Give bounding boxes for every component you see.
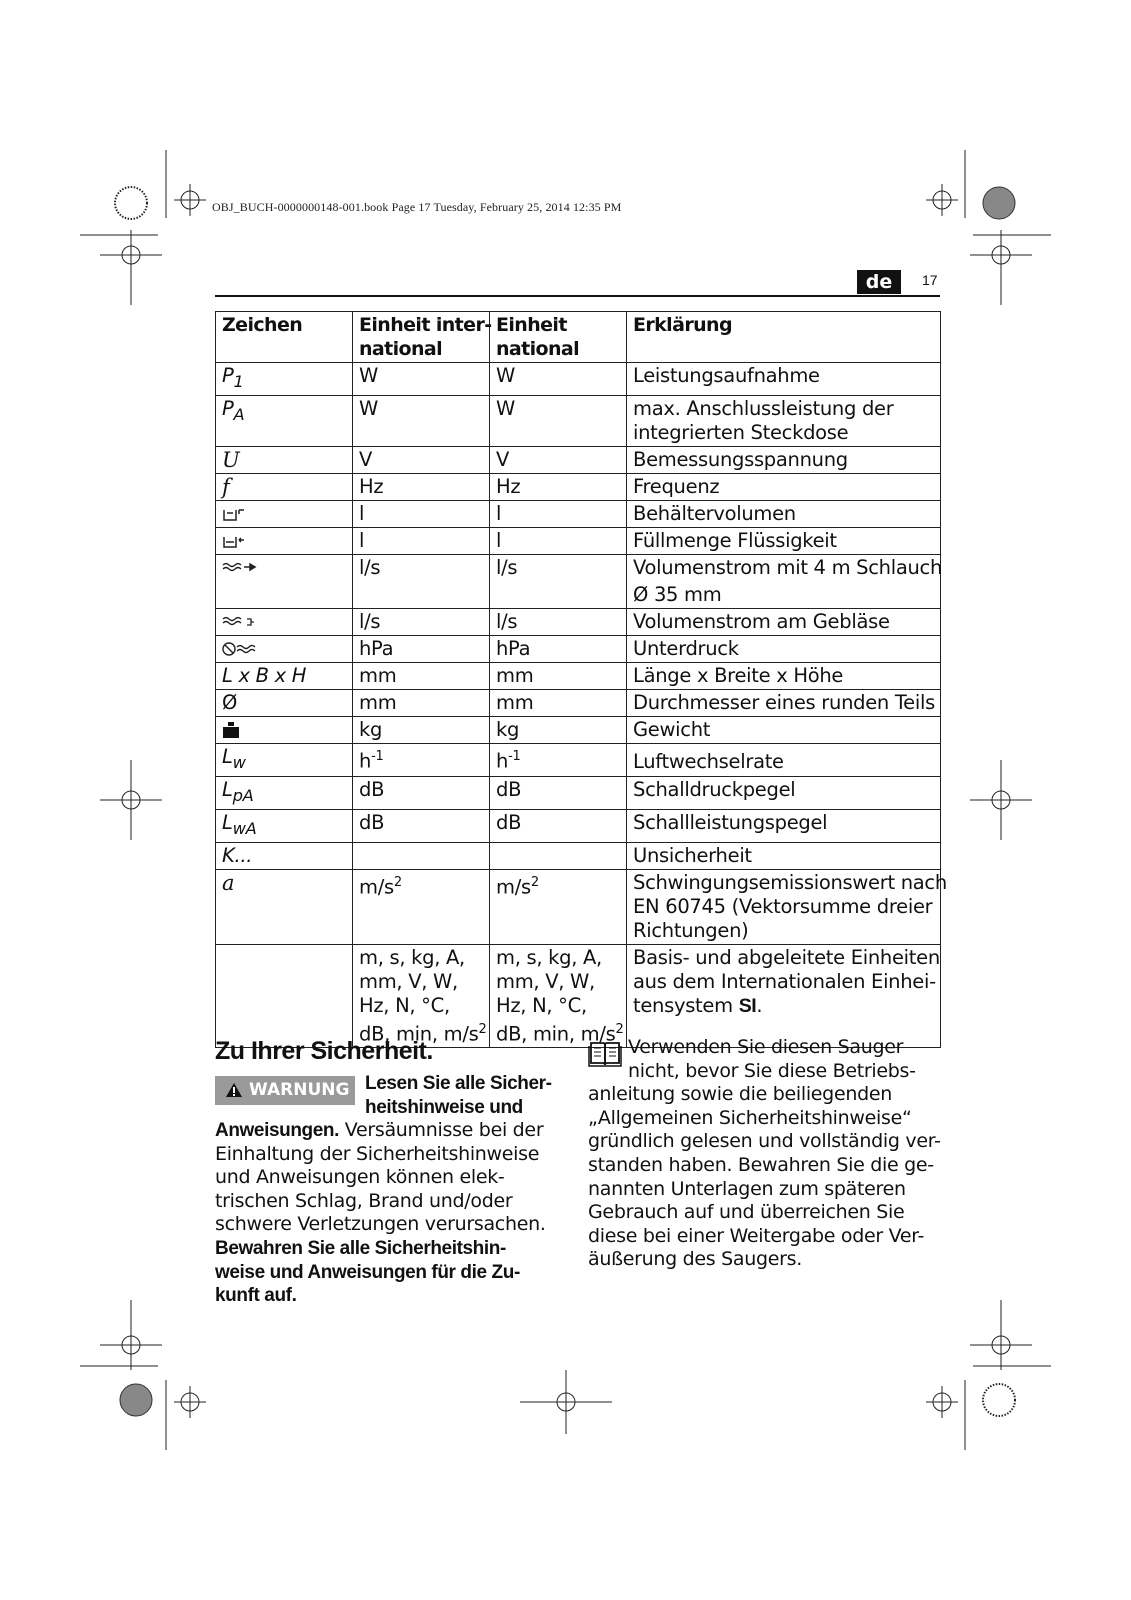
explanation-cell: Basis- und abgeleitete Einheiten aus dem Internationalen Einhei- tensystem SI. xyxy=(627,944,941,1048)
symbol-table xyxy=(215,311,947,1048)
unit-nat-cell: l xyxy=(490,500,627,527)
unit-int-cell: $h^{-1}$ xyxy=(353,743,490,776)
unit-int-cell: Hz xyxy=(353,473,490,500)
unit-nat-cell: Hz xyxy=(490,473,627,500)
explanation-cell: Länge x Breite x Höhe xyxy=(627,662,941,689)
table-row xyxy=(216,662,941,689)
unit-nat-cell: l/s xyxy=(490,554,627,608)
table-row xyxy=(216,500,941,527)
explanation-cell: max. Anschlussleistung der integrierten Steckdose xyxy=(627,395,941,446)
unit-int-cell: dB xyxy=(353,776,490,809)
warning-lead: Lesen Sie alle Sicher- heitshinweise und xyxy=(365,1073,552,1118)
explanation-cell: Frequenz xyxy=(627,473,941,500)
explanation-cell: Bemessungsspannung xyxy=(627,446,941,473)
header-einheit-international: Einheit inter- national xyxy=(353,312,490,363)
container-volume-icon xyxy=(222,506,246,522)
symbol-cell: L x B x H xyxy=(216,662,353,689)
unit-nat-cell: mm xyxy=(490,662,627,689)
unit-nat-cell: W xyxy=(490,363,627,396)
symbol-cell xyxy=(216,527,353,554)
symbol-cell: $L_w$ xyxy=(216,743,353,776)
unit-nat-cell: W xyxy=(490,395,627,446)
symbol-cell xyxy=(216,944,353,1048)
table-row xyxy=(216,363,941,396)
unit-nat-cell: $m/s^2$ xyxy=(490,869,627,944)
liquid-fill-icon xyxy=(222,533,246,549)
explanation-cell: Leistungsaufnahme xyxy=(627,363,941,396)
table-row xyxy=(216,473,941,500)
table-row xyxy=(216,689,941,716)
unit-nat-cell: V xyxy=(490,446,627,473)
table-row xyxy=(216,743,941,776)
unit-int-cell: W xyxy=(353,395,490,446)
warning-body: Anweisungen. Versäumnisse bei der Einhaltung der Sicherheitshinweise und Anweisungen können elek- trischen Schlag, Brand und/oder schwere Verletzungen verursachen. Bewahren Sie alle Sicherheitshin- weise und Anweisungen für die Zu- kunft auf. xyxy=(215,1119,546,1307)
header-einheit-national: Einheit national xyxy=(490,312,627,363)
explanation-cell: Schwingungsemissionswert nach EN 60745 (Vektorsumme dreier Richtungen) xyxy=(627,869,941,944)
table-row xyxy=(216,446,941,473)
unit-int-cell: W xyxy=(353,363,490,396)
explanation-cell: Durchmesser eines runden Teils xyxy=(627,689,941,716)
unit-int-cell xyxy=(353,842,490,869)
symbol-cell xyxy=(216,635,353,662)
table-row xyxy=(216,776,941,809)
unit-int-cell: l/s xyxy=(353,554,490,608)
symbol-cell: U xyxy=(216,446,353,473)
unit-int-cell: l/s xyxy=(353,608,490,635)
symbol-cell: Ø xyxy=(216,689,353,716)
explanation-cell: Gewicht xyxy=(627,716,941,743)
unit-int-cell: dB xyxy=(353,809,490,842)
symbol-cell xyxy=(216,608,353,635)
explanation-cell: Luftwechselrate xyxy=(627,743,941,776)
unit-int-cell: l xyxy=(353,527,490,554)
unit-int-cell: V xyxy=(353,446,490,473)
symbol-cell: K... xyxy=(216,842,353,869)
unit-int-cell: mm xyxy=(353,662,490,689)
warning-badge xyxy=(215,1076,355,1105)
unit-nat-cell: dB xyxy=(490,809,627,842)
manual-notice: Verwenden Sie diesen Sauger nicht, bevor Sie diese Betriebs- anleitung sowie die beiliegenden „Allgemeinen Sicherheitshinweise“ gründlich gelesen und vollständig ver- standen haben. Bewahren Sie die ge- nannten Unterlagen zum späteren Gebrauch auf und überreichen Sie diese bei einer Weitergabe oder Ver- äußerung des Saugers. xyxy=(588,1036,941,1271)
table-header-row xyxy=(216,312,941,363)
page-number: 17 xyxy=(922,272,938,288)
unit-int-cell: l xyxy=(353,500,490,527)
table-row xyxy=(216,944,941,1048)
header-zeichen: Zeichen xyxy=(216,312,353,363)
symbol-cell: $L_{wA}$ xyxy=(216,809,353,842)
unit-int-cell: hPa xyxy=(353,635,490,662)
symbol-cell xyxy=(216,554,353,608)
unit-nat-cell: l xyxy=(490,527,627,554)
table-row xyxy=(216,716,941,743)
unit-int-cell: kg xyxy=(353,716,490,743)
explanation-cell: Füllmenge Flüssigkeit xyxy=(627,527,941,554)
unit-int-cell: mm xyxy=(353,689,490,716)
unit-nat-cell: mm xyxy=(490,689,627,716)
symbol-cell: $P_1$ xyxy=(216,363,353,396)
warning-label: WARNUNG xyxy=(249,1080,350,1100)
symbol-cell: $P_A$ xyxy=(216,395,353,446)
explanation-cell: Schallleistungspegel xyxy=(627,809,941,842)
symbol-cell xyxy=(216,716,353,743)
table-row xyxy=(216,869,941,944)
header-erklaerung: Erklärung xyxy=(627,312,941,363)
symbol-cell: f xyxy=(216,473,353,500)
print-header: OBJ_BUCH-0000000148-001.book Page 17 Tuesday, February 25, 2014 12:35 PM xyxy=(212,200,622,214)
airflow-hose-icon xyxy=(222,561,258,575)
unit-nat-cell: l/s xyxy=(490,608,627,635)
explanation-cell: Volumenstrom mit 4 m Schlauch Ø 35 mm xyxy=(627,554,941,608)
language-badge: de xyxy=(857,270,901,294)
weight-icon xyxy=(222,721,240,739)
table-row xyxy=(216,527,941,554)
unit-int-cell: m, s, kg, A, mm, V, W, Hz, N, °C, dB, min, $m/s^2$ xyxy=(353,944,490,1048)
explanation-cell: Schalldruckpegel xyxy=(627,776,941,809)
explanation-cell: Volumenstrom am Gebläse xyxy=(627,608,941,635)
explanation-cell: Unsicherheit xyxy=(627,842,941,869)
table-row xyxy=(216,842,941,869)
unit-nat-cell: m, s, kg, A, mm, V, W, Hz, N, °C, dB, min, $m/s^2$ xyxy=(490,944,627,1048)
symbol-cell xyxy=(216,500,353,527)
warning-icon xyxy=(225,1082,243,1098)
header-rule xyxy=(215,295,940,297)
unit-nat-cell: $h^{-1}$ xyxy=(490,743,627,776)
symbol-cell: a xyxy=(216,869,353,944)
unit-nat-cell xyxy=(490,842,627,869)
section-title: Zu Ihrer Sicherheit. xyxy=(215,1037,433,1065)
table-row xyxy=(216,554,941,608)
table-row xyxy=(216,635,941,662)
vacuum-pressure-icon xyxy=(222,641,258,657)
table-row xyxy=(216,809,941,842)
symbol-cell: $L_{pA}$ xyxy=(216,776,353,809)
unit-nat-cell: hPa xyxy=(490,635,627,662)
airflow-blower-icon xyxy=(222,615,258,629)
unit-nat-cell: dB xyxy=(490,776,627,809)
explanation-cell: Behältervolumen xyxy=(627,500,941,527)
table-row xyxy=(216,395,941,446)
table-row xyxy=(216,608,941,635)
unit-int-cell: $m/s^2$ xyxy=(353,869,490,944)
explanation-cell: Unterdruck xyxy=(627,635,941,662)
unit-nat-cell: kg xyxy=(490,716,627,743)
